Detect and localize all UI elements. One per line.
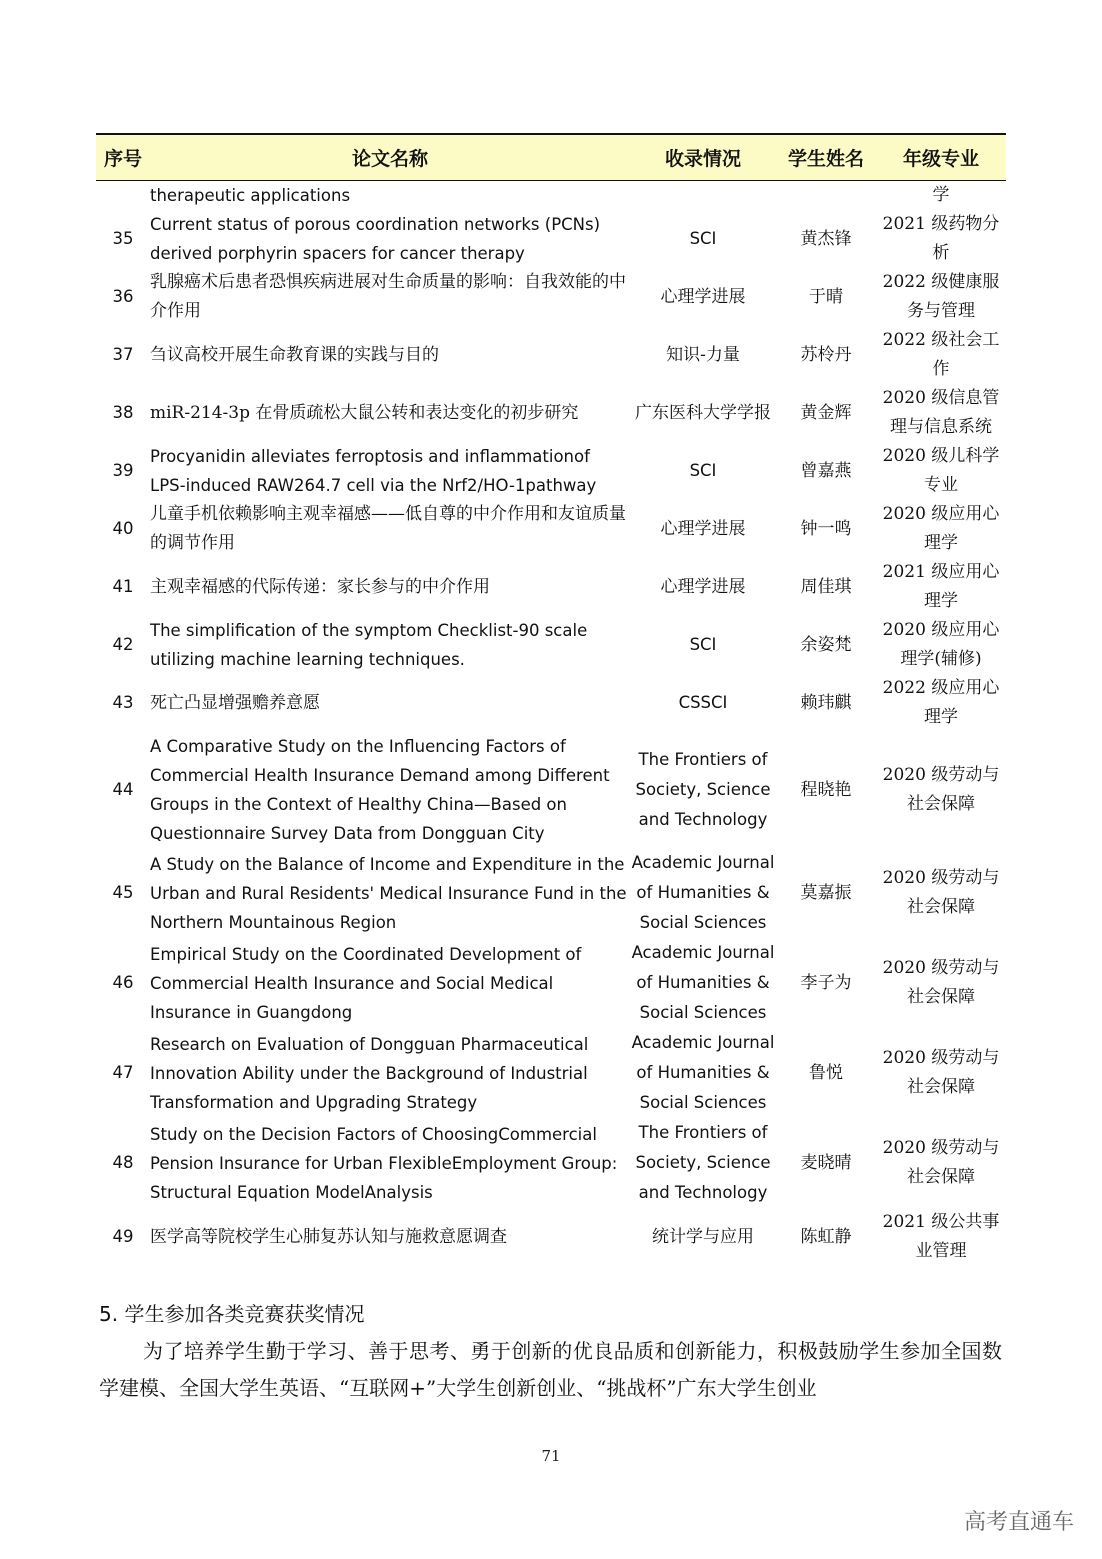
publication-index — [630, 674, 776, 732]
student-name-text: 黄金辉 — [800, 402, 852, 423]
student-name-text: 钟一鸣 — [800, 518, 852, 539]
row-number — [96, 500, 150, 558]
row-number-text: 41 — [112, 577, 134, 596]
row-number-text: 37 — [112, 345, 134, 364]
paper-title-text: A Study on the Balance of Income and Expenditure in the Urban and Rural Residents' Medical Insurance Fund in the Northern Mountainous Region — [150, 854, 627, 932]
grade-major — [876, 732, 1006, 848]
row-number — [96, 1118, 150, 1208]
publication-index-text: 知识-力量 — [666, 344, 740, 365]
table-row — [96, 938, 1006, 1028]
paper-title-text: therapeutic applications — [150, 186, 351, 205]
grade-major-text: 2020 级劳动与社会保障 — [882, 868, 1000, 917]
grade-major — [876, 558, 1006, 616]
row-number-text: 49 — [112, 1227, 134, 1246]
header-student: 学生姓名 — [776, 134, 876, 181]
paper-title-text: Procyanidin alleviates ferroptosis and inflammationof LPS-induced RAW264.7 cell via the Nrf2/HO-1pathway — [150, 447, 597, 495]
publication-index — [630, 210, 776, 268]
table-row — [96, 384, 1006, 442]
page-number: 71 — [541, 1447, 561, 1465]
student-name — [776, 1118, 876, 1208]
grade-major — [876, 1118, 1006, 1208]
row-number-text: 44 — [112, 780, 134, 799]
student-name — [776, 674, 876, 732]
paper-title — [150, 442, 630, 500]
grade-major-text: 2021 级应用心理学 — [882, 562, 1000, 611]
table-row — [96, 848, 1006, 938]
paper-title — [150, 938, 630, 1028]
publication-index — [630, 1118, 776, 1208]
row-number — [96, 326, 150, 384]
student-name — [776, 442, 876, 500]
publication-index — [630, 558, 776, 616]
publication-index-text: Academic Journal of Humanities & Social Sciences — [631, 1033, 775, 1112]
paper-title-text: A Comparative Study on the Influencing Factors of Commercial Health Insurance Demand among Different Groups in the Context of Healthy China—Based on Questionnaire Survey Data from Dongguan City — [150, 737, 610, 843]
publication-index-text: CSSCI — [678, 693, 728, 712]
row-number-text: 43 — [112, 693, 134, 712]
row-number-text: 36 — [112, 287, 134, 306]
publication-index — [630, 500, 776, 558]
publication-index-text: Academic Journal of Humanities & Social Sciences — [631, 943, 775, 1022]
row-number — [96, 1208, 150, 1266]
row-number — [96, 181, 150, 211]
publication-index-text: Academic Journal of Humanities & Social Sciences — [631, 853, 775, 932]
paper-title-text: 刍议高校开展生命教育课的实践与目的 — [150, 344, 439, 365]
grade-major — [876, 384, 1006, 442]
student-name — [776, 384, 876, 442]
publication-index-text: The Frontiers of Society, Science and Technology — [635, 750, 771, 829]
student-name-text: 黄杰锋 — [800, 228, 852, 249]
row-number — [96, 442, 150, 500]
header-publication: 收录情况 — [630, 134, 776, 181]
paper-title — [150, 181, 630, 211]
grade-major-text: 2020 级应用心理学(辅修) — [882, 620, 1000, 669]
row-number-text: 47 — [112, 1063, 134, 1082]
table-row — [96, 1118, 1006, 1208]
paper-title — [150, 210, 630, 268]
table-row — [96, 1028, 1006, 1118]
paper-title — [150, 616, 630, 674]
paper-title — [150, 268, 630, 326]
grade-major-text: 学 — [932, 185, 950, 205]
grade-major — [876, 674, 1006, 732]
row-number-text: 35 — [112, 229, 134, 248]
publication-index — [630, 938, 776, 1028]
paper-title-text: 医学高等院校学生心肺复苏认知与施救意愿调查 — [150, 1226, 507, 1247]
publication-index — [630, 442, 776, 500]
paper-title — [150, 1118, 630, 1208]
paper-title-text: 儿童手机依赖影响主观幸福感——低自尊的中介作用和友谊质量的调节作用 — [150, 504, 626, 553]
student-name-text: 莫嘉振 — [800, 882, 852, 903]
student-name — [776, 616, 876, 674]
table-row — [96, 326, 1006, 384]
grade-major — [876, 1028, 1006, 1118]
header-major: 年级专业 — [876, 134, 1006, 181]
student-name — [776, 938, 876, 1028]
paper-title — [150, 500, 630, 558]
publication-index-text: 心理学进展 — [660, 576, 746, 597]
row-number — [96, 732, 150, 848]
paper-title — [150, 384, 630, 442]
student-name-text: 李子为 — [800, 972, 852, 993]
publication-index — [630, 848, 776, 938]
publication-index — [630, 1028, 776, 1118]
paper-title-text: Empirical Study on the Coordinated Development of Commercial Health Insurance and Social Medical Insurance in Guangdong — [150, 944, 582, 1022]
row-number — [96, 384, 150, 442]
student-name — [776, 500, 876, 558]
paper-title — [150, 326, 630, 384]
header-no: 序号 — [96, 134, 150, 181]
grade-major — [876, 616, 1006, 674]
student-name — [776, 848, 876, 938]
student-name-text: 陈虹静 — [800, 1226, 852, 1247]
publication-index-text: The Frontiers of Society, Science and Technology — [635, 1123, 771, 1202]
paper-title-text: Study on the Decision Factors of ChoosingCommercial Pension Insurance for Urban FlexibleEmployment Group: Structural Equation ModelAnalysis — [150, 1124, 618, 1202]
student-name — [776, 181, 876, 211]
table-row — [96, 181, 1006, 211]
table-row — [96, 1208, 1006, 1266]
grade-major-text: 2020 级儿科学专业 — [882, 446, 1000, 495]
grade-major-text: 2022 级健康服务与管理 — [882, 272, 1000, 321]
student-name-text: 苏柃丹 — [800, 344, 852, 365]
publication-index — [630, 268, 776, 326]
row-number — [96, 1028, 150, 1118]
publication-index-text: SCI — [689, 635, 717, 654]
grade-major — [876, 442, 1006, 500]
grade-major-text: 2020 级劳动与社会保障 — [882, 958, 1000, 1007]
paper-title-text: The simplification of the symptom Checklist-90 scale utilizing machine learning techniques. — [150, 621, 588, 669]
publication-index-text: SCI — [689, 229, 717, 248]
publication-index-text: SCI — [689, 461, 717, 480]
student-name-text: 程晓艳 — [800, 779, 852, 800]
grade-major — [876, 1208, 1006, 1266]
papers-table — [96, 133, 1006, 1266]
publication-index — [630, 616, 776, 674]
grade-major — [876, 268, 1006, 326]
row-number — [96, 210, 150, 268]
paper-title — [150, 1208, 630, 1266]
paper-title-text: 主观幸福感的代际传递：家长参与的中介作用 — [150, 576, 490, 597]
student-name-text: 曾嘉燕 — [800, 460, 852, 481]
table-row — [96, 558, 1006, 616]
paper-title — [150, 558, 630, 616]
grade-major-text: 2020 级劳动与社会保障 — [882, 1048, 1000, 1097]
grade-major — [876, 181, 1006, 211]
paper-title — [150, 732, 630, 848]
paper-title — [150, 674, 630, 732]
grade-major-text: 2021 级公共事业管理 — [882, 1212, 1000, 1261]
row-number — [96, 268, 150, 326]
grade-major — [876, 210, 1006, 268]
row-number — [96, 848, 150, 938]
row-number-text: 40 — [112, 519, 134, 538]
row-number-text: 42 — [112, 635, 134, 654]
student-name — [776, 210, 876, 268]
row-number-text: 45 — [112, 883, 134, 902]
table-row — [96, 442, 1006, 500]
student-name — [776, 732, 876, 848]
paper-title-text: 死亡凸显增强赡养意愿 — [150, 692, 320, 713]
table-row — [96, 210, 1006, 268]
grade-major — [876, 500, 1006, 558]
paper-title-text: Current status of porous coordination networks (PCNs) derived porphyrin spacers for cancer therapy — [150, 215, 601, 263]
student-name-text: 于晴 — [809, 286, 843, 307]
grade-major — [876, 848, 1006, 938]
publication-index — [630, 326, 776, 384]
table-row — [96, 674, 1006, 732]
student-name — [776, 326, 876, 384]
row-number — [96, 616, 150, 674]
publication-index — [630, 181, 776, 211]
grade-major-text: 2022 级社会工作 — [882, 330, 1000, 379]
row-number — [96, 674, 150, 732]
student-name — [776, 1028, 876, 1118]
table-header-row — [96, 134, 1006, 181]
row-number-text: 48 — [112, 1153, 134, 1172]
row-number-text: 39 — [112, 461, 134, 480]
grade-major — [876, 938, 1006, 1028]
row-number — [96, 558, 150, 616]
grade-major-text: 2020 级劳动与社会保障 — [882, 765, 1000, 814]
header-title: 论文名称 — [150, 134, 630, 181]
table-row — [96, 268, 1006, 326]
paper-title-text: Research on Evaluation of Dongguan Pharmaceutical Innovation Ability under the Background of Industrial Transformation and Upgrading Strategy — [150, 1034, 589, 1112]
grade-major-text: 2020 级应用心理学 — [882, 504, 1000, 553]
student-name — [776, 1208, 876, 1266]
paper-title-text: miR-214-3p 在骨质疏松大鼠公转和表达变化的初步研究 — [150, 402, 579, 423]
student-name-text: 赖玮麒 — [800, 692, 852, 713]
publication-index-text: 心理学进展 — [660, 286, 746, 307]
row-number-text: 38 — [112, 403, 134, 422]
publication-index — [630, 732, 776, 848]
section-heading: 5. 学生参加各类竞赛获奖情况 — [99, 1302, 365, 1326]
publication-index-text: 广东医科大学学报 — [635, 402, 771, 423]
watermark: 高考直通车 — [963, 1510, 1074, 1535]
grade-major-text: 2020 级信息管理与信息系统 — [882, 388, 1000, 437]
publication-index — [630, 1208, 776, 1266]
grade-major-text: 2022 级应用心理学 — [882, 678, 1000, 727]
student-name — [776, 558, 876, 616]
student-name — [776, 268, 876, 326]
table-row — [96, 500, 1006, 558]
row-number — [96, 938, 150, 1028]
grade-major — [876, 326, 1006, 384]
table-row — [96, 732, 1006, 848]
student-name-text: 余姿梵 — [800, 634, 852, 655]
section-paragraph: 为了培养学生勤于学习、善于思考、勇于创新的优良品质和创新能力，积极鼓励学生参加全国数学建模、全国大学生英语、“互联网+”大学生创新创业、“挑战杯”广东大学生创业 — [99, 1339, 1002, 1400]
table-body — [96, 181, 1006, 1267]
paper-title — [150, 1028, 630, 1118]
publication-index-text: 心理学进展 — [660, 518, 746, 539]
row-number-text: 46 — [112, 973, 134, 992]
student-name-text: 鲁悦 — [809, 1062, 843, 1083]
publication-index — [630, 384, 776, 442]
grade-major-text: 2020 级劳动与社会保障 — [882, 1138, 1000, 1187]
paper-title-text: 乳腺癌术后患者恐惧疾病进展对生命质量的影响：自我效能的中介作用 — [150, 272, 626, 321]
table-row — [96, 616, 1006, 674]
grade-major-text: 2021 级药物分析 — [882, 214, 1000, 263]
student-name-text: 麦晓晴 — [800, 1152, 852, 1173]
publication-index-text: 统计学与应用 — [652, 1226, 754, 1247]
paper-title — [150, 848, 630, 938]
student-name-text: 周佳琪 — [800, 576, 852, 597]
